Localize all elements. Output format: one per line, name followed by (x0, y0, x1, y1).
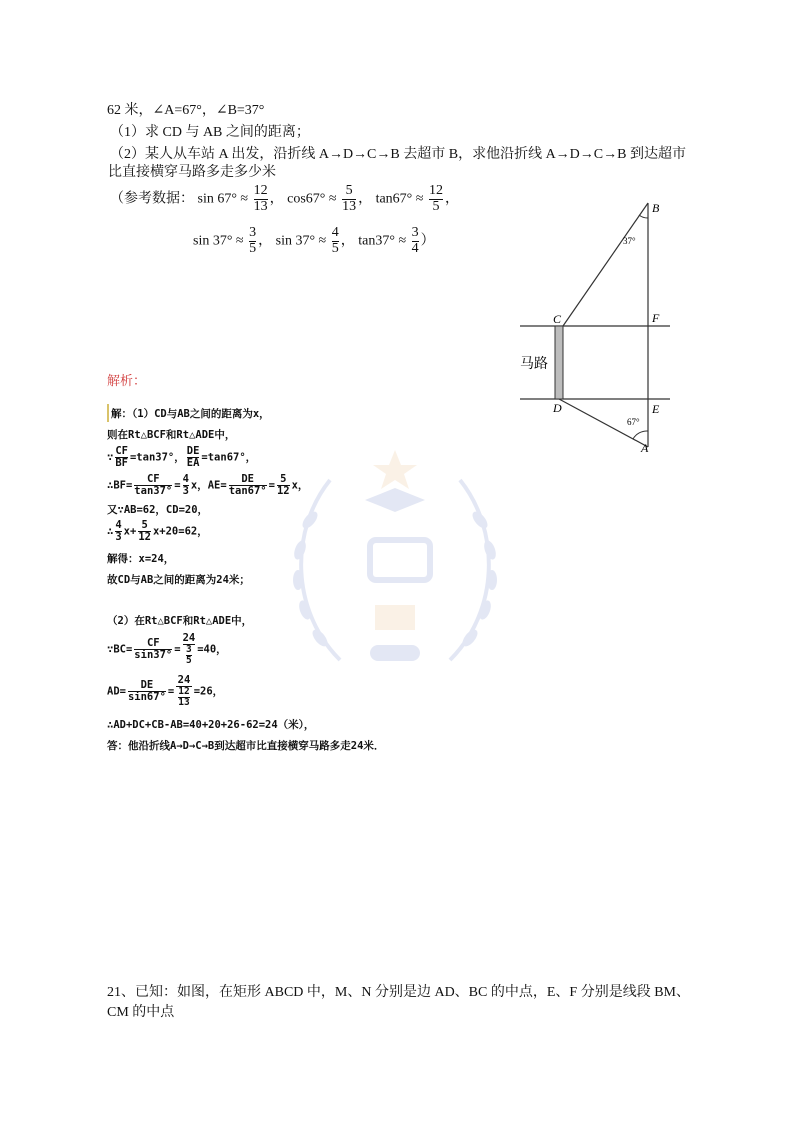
ref-sin67-label: sin 67° ≈ (197, 191, 249, 207)
solution-step-6: ∴ $\frac{4}{3}$ x+ $\frac{5}{12}$ x+20=62， (107, 519, 208, 544)
label-angle-a: 67° (627, 417, 640, 427)
ref-tan67-fraction: $\frac{12}{5}$ (428, 183, 443, 214)
ref-sin37-second-fraction: $\frac{4}{5}$ (331, 225, 339, 256)
ref-cos67-label: cos67° ≈ (287, 191, 337, 207)
geometry-figure (515, 195, 685, 460)
solution-step-11: AD= $\frac{DE}{\sin 67^\circ}$ = $\frac{24}{\frac{12}{13}}$ =26， (107, 674, 224, 708)
reference-prefix: （参考数据： (110, 191, 194, 207)
problem-21-line-2: CM 的中点 (107, 1005, 175, 1020)
question-1: （1）求 CD 与 AB 之间的距离； (110, 125, 310, 140)
solution-margin-bar (107, 404, 109, 422)
ref-tan37-label: tan37° ≈ (358, 233, 407, 249)
reference-data-row-2: sin 37° ≈ $\frac{3}{5}$ ， sin 37° ≈ $\frac{4}{5}$ ， tan37° ≈ $\frac{3}{4}$ ） (193, 225, 435, 256)
label-c: C (553, 312, 562, 326)
angle-a-arc (633, 431, 648, 439)
ref-sin37-second-label: sin 37° ≈ (275, 233, 327, 249)
question-2-line-2: 比直接横穿马路多走多少米 (108, 165, 276, 180)
solution-step-7: 解得：x=24， (107, 553, 175, 565)
solution-step-2: 则在Rt△BCF和Rt△ADE中， (107, 429, 236, 441)
solution-step-4: ∴BF= $\frac{CF}{\tan 37^\circ}$ = $\frac{4}{3}$ x，AE= $\frac{DE}{\tan 67^\circ}$ = $\frac{5}{12}$ x， (107, 473, 309, 498)
solution-step-9: （2）在Rt△BCF和Rt△ADE中， (107, 615, 253, 627)
solution-answer: 答：他沿折线A→D→C→B到达超市比直接横穿马路多走24米． (107, 740, 385, 752)
reference-data-row-1: （参考数据： sin 67° ≈ $\frac{12}{13}$ ， cos67° ≈ $\frac{5}{13}$ ， tan67° ≈ $\frac{12}{5}$ ， (110, 183, 459, 214)
question-2-line-1: （2）某人从车站 A 出发，沿折线 A→D→C→B 去超市 B，求他沿折线 A→D→C→B 到达超市 (110, 147, 686, 162)
solution-step-10: ∵BC= $\frac{CF}{\sin 37^\circ}$ = $\frac{24}{\frac{3}{5}}$ =40， (107, 632, 227, 666)
solution-step-1: 解：（1）CD与AB之间的距离为x， (111, 408, 270, 420)
segment-cd-bar (555, 326, 563, 399)
ref-tan67-label: tan67° ≈ (375, 191, 424, 207)
angle-b-arc (639, 215, 648, 218)
solution-step-5: 又∵AB=62，CD=20， (107, 504, 209, 516)
solution-heading: 解析： (107, 374, 147, 389)
solution-step-12: ∴AD+DC+CB-AB=40+20+26-62=24（米）， (107, 719, 315, 731)
label-b: B (652, 201, 660, 215)
ref-sin37-fraction: $\frac{3}{5}$ (249, 225, 257, 256)
ref-tan37-fraction: $\frac{3}{4}$ (411, 225, 419, 256)
solution-step-8: 故CD与AB之间的距离为24米； (107, 574, 250, 586)
segment-bc (563, 203, 648, 326)
ref-sin37-label: sin 37° ≈ (193, 233, 244, 249)
label-angle-b: 37° (623, 236, 636, 246)
label-e: E (652, 402, 660, 416)
problem-line-1: 62 米，∠A=67°，∠B=37° (107, 103, 265, 118)
label-d: D (553, 401, 562, 415)
problem-21-line-1: 21、已知：如图，在矩形 ABCD 中，M、N 分别是边 AD、BC 的中点，E、F 分别是线段 BM、 (107, 985, 690, 1000)
solution-step-3: ∵ $\frac{CF}{BF}$ =tan37°， $\frac{DE}{EA}$ =tan67°， (107, 445, 257, 470)
label-f: F (652, 311, 660, 325)
ref-sin67-fraction: $\frac{12}{13}$ (253, 183, 268, 214)
label-road: 马路 (520, 356, 548, 372)
ref-cos67-fraction: $\frac{5}{13}$ (342, 183, 357, 214)
label-a: A (641, 441, 649, 455)
